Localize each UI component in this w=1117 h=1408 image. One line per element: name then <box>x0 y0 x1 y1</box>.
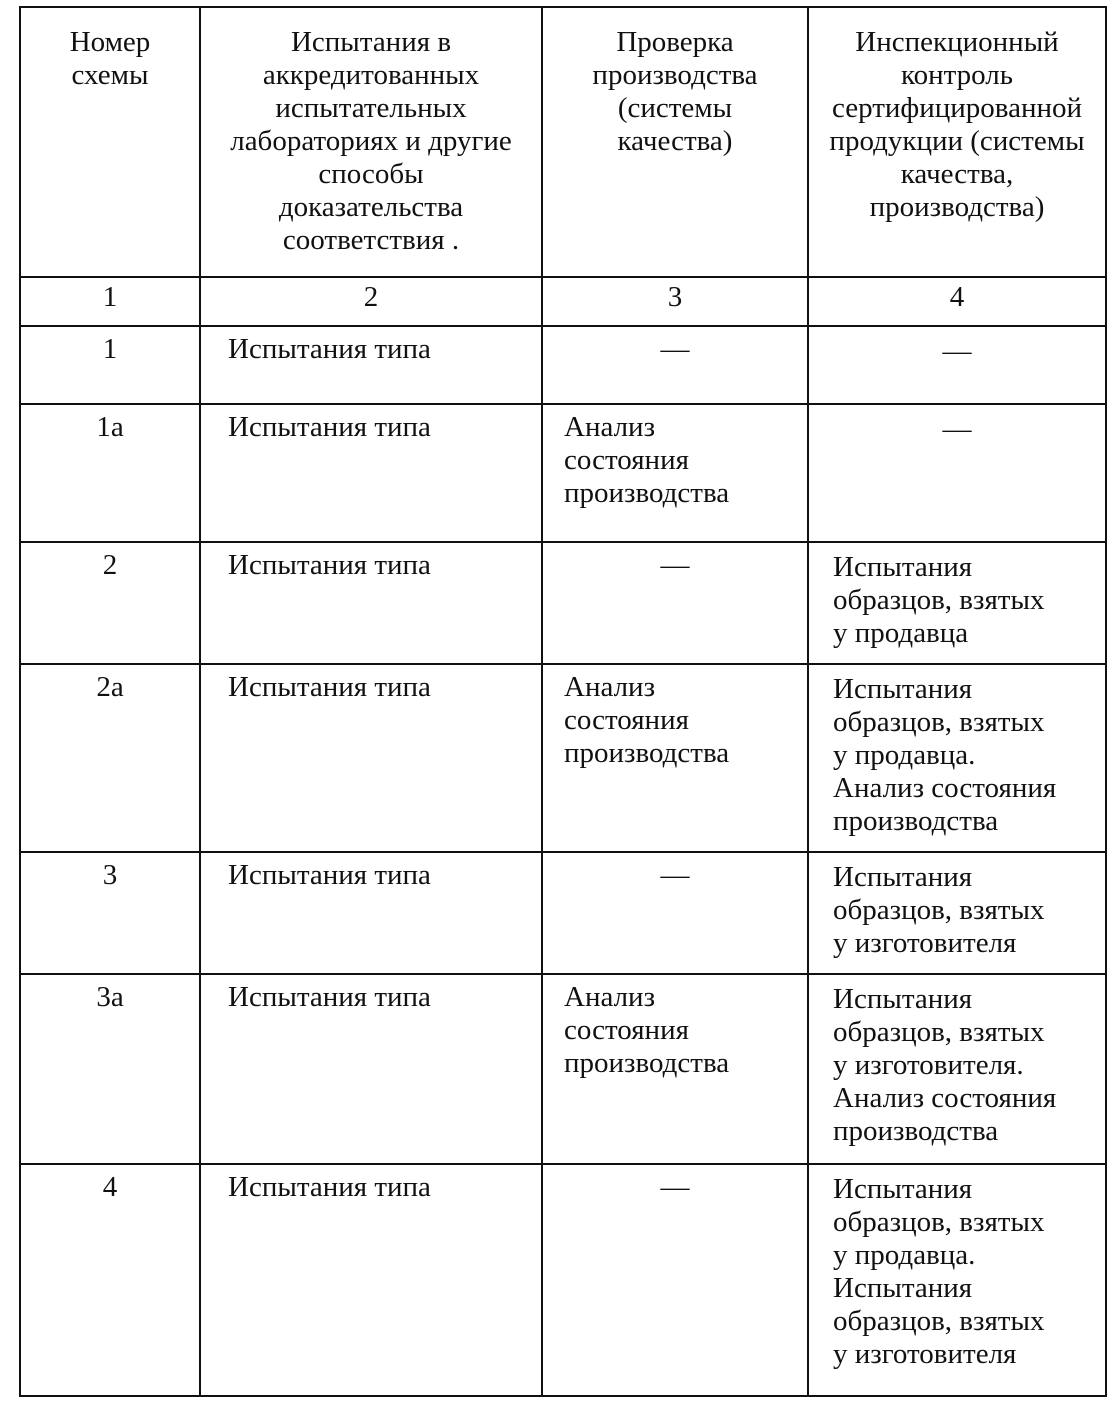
column-number: 2 <box>200 277 542 326</box>
cell-line: состояния <box>564 1014 689 1046</box>
table-body <box>20 326 1106 1396</box>
inspection-cell <box>808 664 1106 852</box>
testing-cell: Испытания типа <box>200 974 542 1164</box>
cell-line: Анализ <box>564 411 656 443</box>
dash-mark: — <box>660 859 690 891</box>
header-text: Номер <box>69 26 151 58</box>
header-text: Проверка <box>616 26 734 58</box>
cell-line: образцов, взятых <box>833 894 1045 926</box>
cell-line: Испытания <box>833 983 973 1015</box>
cell-line: Анализ состояния <box>833 772 1057 804</box>
column-number: 1 <box>20 277 200 326</box>
cell-line: Анализ состояния <box>833 1082 1057 1114</box>
cell-line: Испытания <box>833 1272 973 1304</box>
testing-cell: Испытания типа <box>200 404 542 542</box>
cell-line: образцов, взятых <box>833 1305 1045 1337</box>
cell-line: Испытания <box>833 551 973 583</box>
production-check-cell <box>542 404 808 542</box>
dash-mark: — <box>942 335 972 367</box>
cell-line: производства <box>564 1047 730 1079</box>
inspection-cell <box>808 404 1106 542</box>
certification-schemes-table <box>19 6 1107 1397</box>
header-text: лабораториях и другие <box>230 125 512 157</box>
inspection-cell <box>808 852 1106 974</box>
cell-line: у изготовителя. <box>833 1049 1024 1081</box>
scheme-number-cell: 1 <box>20 326 200 404</box>
scheme-number-cell: 1а <box>20 404 200 542</box>
scheme-number-cell: 4 <box>20 1164 200 1396</box>
cell-line: производства <box>833 1115 999 1147</box>
scheme-number-cell: 2 <box>20 542 200 664</box>
table-row <box>20 852 1106 974</box>
header-text: схемы <box>71 59 149 91</box>
inspection-cell <box>808 326 1106 404</box>
cell-line: Испытания <box>833 673 973 705</box>
header-testing <box>200 7 542 277</box>
cell-line: Испытания <box>833 861 973 893</box>
header-text: продукции (системы <box>829 125 1085 157</box>
header-text: испытательных <box>275 92 467 124</box>
header-text: способы <box>318 158 424 190</box>
production-check-cell <box>542 1164 808 1396</box>
cell-line: состояния <box>564 704 689 736</box>
cell-line: у продавца. <box>833 739 976 771</box>
cell-line: у изготовителя <box>833 1338 1017 1370</box>
cell-line: образцов, взятых <box>833 706 1045 738</box>
inspection-cell <box>808 1164 1106 1396</box>
cell-line: Анализ <box>564 981 656 1013</box>
production-check-cell <box>542 664 808 852</box>
cell-line: Испытания <box>833 1173 973 1205</box>
testing-cell: Испытания типа <box>200 1164 542 1396</box>
scheme-number-cell: 3 <box>20 852 200 974</box>
scheme-number-cell: 2а <box>20 664 200 852</box>
header-inspection-control <box>808 7 1106 277</box>
production-check-cell <box>542 326 808 404</box>
header-text: (системы <box>617 92 733 124</box>
inspection-cell <box>808 542 1106 664</box>
header-text: качества, <box>900 158 1014 190</box>
production-check-cell <box>542 542 808 664</box>
testing-cell: Испытания типа <box>200 326 542 404</box>
table-row <box>20 404 1106 542</box>
testing-cell: Испытания типа <box>200 852 542 974</box>
header-text: сертифицированной <box>832 92 1082 124</box>
inspection-cell <box>808 974 1106 1164</box>
dash-mark: — <box>660 333 690 365</box>
testing-cell: Испытания типа <box>200 664 542 852</box>
header-text: контроль <box>901 59 1013 91</box>
cell-line: образцов, взятых <box>833 1016 1045 1048</box>
header-row <box>20 7 1106 277</box>
table-row <box>20 1164 1106 1396</box>
cell-line: у продавца. <box>833 1239 976 1271</box>
cell-line: образцов, взятых <box>833 1206 1045 1238</box>
cell-line: у продавца <box>833 617 969 649</box>
dash-mark: — <box>660 1171 690 1203</box>
table-row <box>20 326 1106 404</box>
header-text: качества) <box>617 125 733 157</box>
production-check-cell <box>542 974 808 1164</box>
testing-cell: Испытания типа <box>200 542 542 664</box>
header-text: Инспекционный <box>855 26 1059 58</box>
header-text: доказательства <box>278 191 464 223</box>
column-number-row <box>20 277 1106 326</box>
header-text: аккредитованных <box>262 59 480 91</box>
cell-line: производства <box>833 805 999 837</box>
table-row <box>20 542 1106 664</box>
dash-mark: — <box>660 549 690 581</box>
header-text: соответствия . <box>282 224 460 256</box>
dash-mark: — <box>942 413 972 445</box>
header-scheme-number <box>20 7 200 277</box>
header-text: производства) <box>869 191 1045 223</box>
table-row <box>20 974 1106 1164</box>
cell-line: производства <box>564 737 730 769</box>
header-text: Испытания в <box>290 26 452 58</box>
header-text: производства <box>592 59 758 91</box>
cell-line: образцов, взятых <box>833 584 1045 616</box>
cell-line: Анализ <box>564 671 656 703</box>
header-production-check <box>542 7 808 277</box>
production-check-cell <box>542 852 808 974</box>
column-number: 4 <box>808 277 1106 326</box>
table-row <box>20 664 1106 852</box>
scheme-number-cell: 3а <box>20 974 200 1164</box>
column-number: 3 <box>542 277 808 326</box>
cell-line: производства <box>564 477 730 509</box>
cell-line: состояния <box>564 444 689 476</box>
cell-line: у изготовителя <box>833 927 1017 959</box>
